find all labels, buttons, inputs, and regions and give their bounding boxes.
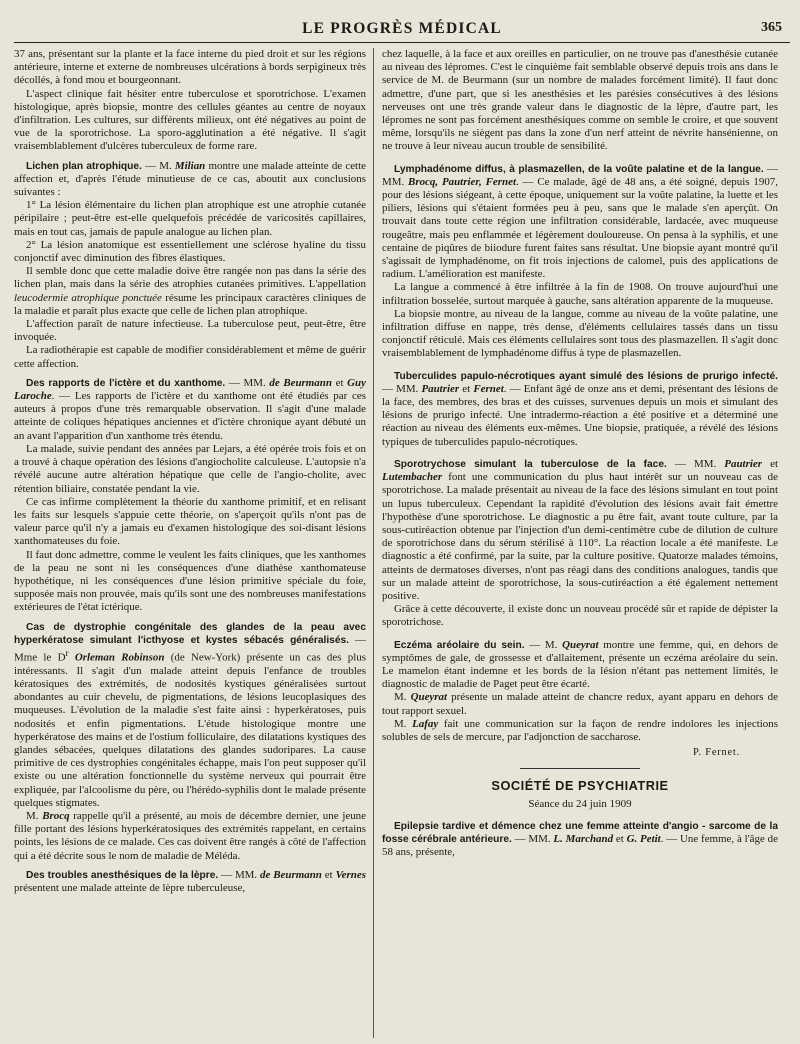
- page-header: [14, 20, 790, 43]
- author-name: de Beurmann: [260, 868, 322, 881]
- session-date: Séance du 24 juin 1909: [528, 797, 632, 810]
- paragraph: M. Brocq rappelle qu'il a présenté, au mois de décembre dernier, une jeune fille portant des lésions hyperkératosiques des extrémités rappelant, en certains points, les lésions de ce malade. Ces cas doivent être rangés à côté de l'affection qui a été décrite sous le nom de maladie de Méléda.: [14, 810, 366, 862]
- paragraph: Il semble donc que cette maladie doive être rangée non pas dans la série des lichen plan, mais dans la série des atrophies cutanées primitives. L'appellation leucodermie atrophique ponctuée résume les principaux caractères cliniques de la maladie et paraît plus exacte que celle de lichen plan atrophique.: [14, 265, 366, 317]
- left-column: [14, 48, 366, 1038]
- paragraph: L'aspect clinique fait hésiter entre tuberculose et sporotrichose. L'examen histologique, après biopsie, montre des cellules géantes au centre de noyaux d'infiltration. Les cultures, sur différents milieux, ont été négatives au point de vue de la sporotrichose. La sporo-agglutination a été négative. Il s'agit vraisemblablement d'ulcères tuberculeux de forme rare.: [14, 87, 366, 153]
- italic-term: leucodermie atrophique ponctuée: [14, 291, 162, 304]
- author-name: Lutembacher: [382, 471, 443, 484]
- article-heading: Cas de dystrophie congénitale des glandes de la peau avec hyperkératose simulant l'icthyose et kystes sébacés généralisés.: [14, 621, 366, 646]
- author-name: Fernet: [473, 382, 504, 395]
- article-heading: Des troubles anesthésiques de la lèpre.: [26, 869, 219, 881]
- paragraph: 37 ans, présentant sur la plante et la face interne du pied droit et sur les régions antérieure, interne et externe de nombreuses ulcérations à bords serpigineux très décollés, à fond mou et bourgeonnant.: [14, 48, 366, 87]
- paragraph: L'affection paraît de nature infectieuse. La tuberculose peut, peut-être, être invoquée.: [14, 318, 366, 344]
- author-name: Brocq, Pautrier, Fernet: [408, 175, 516, 188]
- author-name: Queyrat: [410, 691, 448, 704]
- article-tuberculides: Tuberculides papulo-nécrotiques ayant simulé des lésions de prurigo infecté. — MM. Pautrier et Fernet. — Enfant âgé de onze ans et demi, présentant des lésions de la face, des membres, des bras et des cuisses, survenues depuis un mois et simulant des lésions de prurigo infecté. Une intradermo-réaction a été positive et a déterminé une réaction au niveau des éléments eux-mêmes. Une biopsie, pratiquée, a révélé des lésions typiques de tuberculides papulo-nécrotiques.: [382, 370, 778, 448]
- author-name: de Beurmann: [269, 376, 332, 389]
- article-heading: Lymphadénome diffus, à plasmazellen, de la voûte palatine et de la langue.: [394, 163, 764, 175]
- author-name: Vernes: [335, 868, 366, 881]
- paragraph: M. Queyrat présente un malade atteint de chancre redux, ayant apparu en dehors de tout rapport sexuel.: [382, 691, 778, 717]
- article-heading: Tuberculides papulo-nécrotiques ayant simulé des lésions de prurigo infecté.: [394, 370, 778, 382]
- article-troubles: Des troubles anesthésiques de la lèpre. — MM. de Beurmann et Vernes présentent une malade atteinte de lèpre tuberculeuse,: [14, 868, 366, 895]
- paragraph: La radiothérapie est capable de modifier considérablement et même de guérir cette affection.: [14, 344, 366, 370]
- paragraph: Grâce à cette découverte, il existe donc un nouveau procédé sûr et rapide de dépister la sporotrichose.: [382, 603, 778, 629]
- list-item: 2° La lésion anatomique est essentiellement une sclérose hyaline du tissu conjonctif avec diminution des fibres élastiques.: [14, 238, 366, 265]
- paragraph: Il faut donc admettre, comme le veulent les faits cliniques, que les xanthomes de la peau ne sont ni les conséquences d'une diathèse xanthomateuse hypothétique, ni les conséquences d'une lésion primitive spéciale du foie, supposée mais non prouvée, mais qu'ils sont une des nombreuses manifestations extérieures de l'état ictérique.: [14, 548, 366, 614]
- author-name: Pautrier: [421, 382, 460, 395]
- author-name: L. Marchand: [553, 832, 614, 845]
- page-number: 365: [761, 20, 782, 35]
- paragraph: La langue a commencé à être infiltrée à la fin de 1908. On trouve aujourd'hui une infiltration bosselée, surtout marquée à gauche, sans altération apparente de la muqueuse.: [382, 281, 778, 307]
- list-item: 1° La lésion élémentaire du lichen plan atrophique est une atrophie cutanée péripilaire ; peut-être est-elle quelquefois précédée de varicosités capillaires, mais en tout cas, jamais de papule analogue au lichen plan.: [14, 199, 366, 238]
- article-dystrophie: Cas de dystrophie congénitale des glandes de la peau avec hyperkératose simulant l'icthyose et kystes sébacés généralisés. — Mme le $D^r$ Orleman Robinson (de New-York) présente un cas des plus intéressants. Il s'agit d'un malade atteint depuis l'enfance de troubles kératosiques des extrémités, de nodosités kystiques généralisées surtout abondantes au cuir chevelu, de pigmentations, de lésions leucoplasiques des muqueuses. L'évolution de la maladie s'est faite ainsi : hyperkératoses, puis nodosités et enfin pigmentations. L'étude histologique montre une hyperkératose des mains et de l'ostium folliculaire, des dilatations kystiques des glandes sébacées, quelques dilatations des glandes sudoripares. La cause primitive de ces dystrophies congénitales échappe, mais l'on peut supposer qu'il existe ou une altération fonctionnelle du système nerveux qui pourrait être expliquée, par l'alcoolisme du père, ou l'hérédo-syphilis dont le malade présente quelques stigmates.: [14, 621, 366, 809]
- author-name: Queyrat: [562, 638, 599, 651]
- article-heading: Eczéma aréolaire du sein.: [394, 639, 525, 651]
- right-column: [382, 48, 778, 1038]
- paragraph: M. Lafay fait une communication sur la façon de rendre indolores les injections solubles de sels de mercure, par l'adjonction de saccharose.: [382, 717, 778, 743]
- article-ictere: Des rapports de l'ictère et du xanthome. — MM. de Beurmann et Guy Laroche. — Les rapports de l'ictère et du xanthome ont été étudiés par ces auteurs à propos d'une très remarquable observation. Il s'agit d'une malade atteinte de coliques hépatiques anciennes et d'ictère chronique ayant débuté un an avant l'apparition d'un xanthome très étendu.: [14, 376, 366, 442]
- signature: P. Fernet.: [693, 747, 740, 759]
- section-title: SOCIÉTÉ DE PSYCHIATRIE: [491, 778, 669, 794]
- article-heading: Epilepsie tardive et démence chez une femme atteinte d'angio - sarcome de la fosse cérébrale antérieure.: [382, 820, 778, 845]
- paragraph: La biopsie montre, au niveau de la langue, comme au niveau de la voûte palatine, une infiltration diffuse en nappe, très dense, d'éléments cellulaires tassés dans un tissu conjonctif réticulé. Mais ces éléments cellulaires sont tous des plasmazellen. Il s'agit donc vraisemblablement de lymphadénome diffus à type de plasmazellen.: [382, 307, 778, 360]
- article-heading: Lichen plan atrophique.: [26, 160, 142, 172]
- article-heading: Des rapports de l'ictère et du xanthome.: [26, 377, 226, 389]
- article-heading: Sporotrychose simulant la tuberculose de la face.: [394, 458, 667, 470]
- column-divider: [373, 48, 374, 1038]
- paragraph: Ce cas infirme complètement la théorie du xanthome primitif, et en relisant les faits sur lesquels s'appuie cette théorie, on s'aperçoit qu'ils n'ont pas de valeur parce qu'il n'y a jamais eu d'examen histologique des soi-disant lésions xanthomateuses du foie.: [14, 495, 366, 548]
- author-name: Guy Laroche: [14, 376, 366, 403]
- article-sporotrichose: Sporotrychose simulant la tuberculose de la face. — MM. Pautrier et Lutembacher font une communication du plus haut intérêt sur un nouveau cas de sporotrichose. La malade présentait au niveau de la face des lésions simulant en tout point un lupus tuberculeux. Cependant la rapidité d'évolution des lésions avait fait émettre l'hypothèse d'une sporotrichose. Le diagnostic a pu être fait, avant toute culture, par la sous-cutiréaction obtenue par l'injection d'un demi-centimètre cube de dilution de culture de sporotrichose dans du sérum stérilisé à 110°. La réaction locale a été manifeste. Le diagnostic a été confirmé, par la suite, par la culture positive. Quatorze malades témoins, atteints de dermatoses diverses, n'ont pas réagi dans des conditions analogues, tandis que sur un malade atteint de sporotrichose, la sous-cutiréaction a été également nettement positive.: [382, 457, 778, 602]
- author-name: Brocq: [42, 810, 70, 823]
- author-name: Lafay: [412, 717, 439, 730]
- article-lymphadenome: Lymphadénome diffus, à plasmazellen, de la voûte palatine et de la langue. — MM. Brocq, Pautrier, Fernet. — Ce malade, âgé de 48 ans, a été soigné, depuis 1907, pour des lésions siégeant, à cette époque, uniquement sur la voûte palatine, la luette et les piliers, lésions qui s'étaient formées peu à peu, sans que le malade s'en aperçût. On trouvait dans toute cette région une infiltration considérable, lardacée, avec muqueuse rougeâtre, mais peu enflammée et légèrement douloureuse. On pensa à la syphilis, et une centaine de piqûres de biiodure furent faites sans résultat. Une biopsie ayant montré qu'il s'agissait de lymphadénome, on fit trois injections de calomel, puis des applications de radium. L'amélioration est manifeste.: [382, 162, 778, 281]
- author-name: G. Petit: [626, 832, 661, 845]
- paragraph: chez laquelle, à la face et aux oreilles en particulier, on ne trouve pas d'anesthésie cutanée au niveau des lépromes. C'est le cinquième fait semblable observé depuis trois ans dans le service de M. de Beurmann (sur un nombre de malades forcément limité). Il faut donc admettre, d'une part, que si les anesthésies et les parésies consécutives à des lésions nerveuses ont une très grande valeur dans le diagnostic de la lèpre, d'autre part, les lépromes ne sont pas forcément anesthésiques comme on semble le croire, et que souvent même, lorsqu'ils ne siègent pas dans la zone d'un nerf atteint de névrite hansénienne, on ne trouve à leur niveau aucun trouble de sensibilité.: [382, 48, 778, 153]
- article-epilepsie: Epilepsie tardive et démence chez une femme atteinte d'angio - sarcome de la fosse cérébrale antérieure. — MM. L. Marchand et G. Petit. — Une femme, à l'âge de 58 ans, présente,: [382, 820, 778, 859]
- author-name: Orleman Robinson: [68, 651, 165, 664]
- author-name: Milian: [174, 159, 206, 172]
- journal-title: LE PROGRÈS MÉDICAL: [302, 20, 502, 37]
- author-name: Pautrier: [724, 457, 762, 470]
- article-eczema: Eczéma aréolaire du sein. — M. Queyrat montre une femme, qui, en dehors de symptômes de gale, de grossesse et d'allaitement, présente un eczéma aréolaire du sein. Le mamelon étant indemne et les bords de la lésion n'étant pas nettement limités, le diagnostic de maladie de Paget peut être écarté.: [382, 638, 778, 691]
- paragraph: La malade, suivie pendant des années par Lejars, a été opérée trois fois et on a trouvé à chaque opération des lésions d'angiocholite calculeuse. L'autopsie n'a révélé aucune autre altération hépatique que celle de l'angio-cholite, avec rétention biliaire, constatée pendant la vie.: [14, 442, 366, 495]
- article-lichen: Lichen plan atrophique. — M. Milian montre une malade atteinte de cette affection et, d'après l'étude minutieuse de ce cas, aboutit aux conclusions suivantes :: [14, 159, 366, 199]
- section-rule: [520, 768, 640, 769]
